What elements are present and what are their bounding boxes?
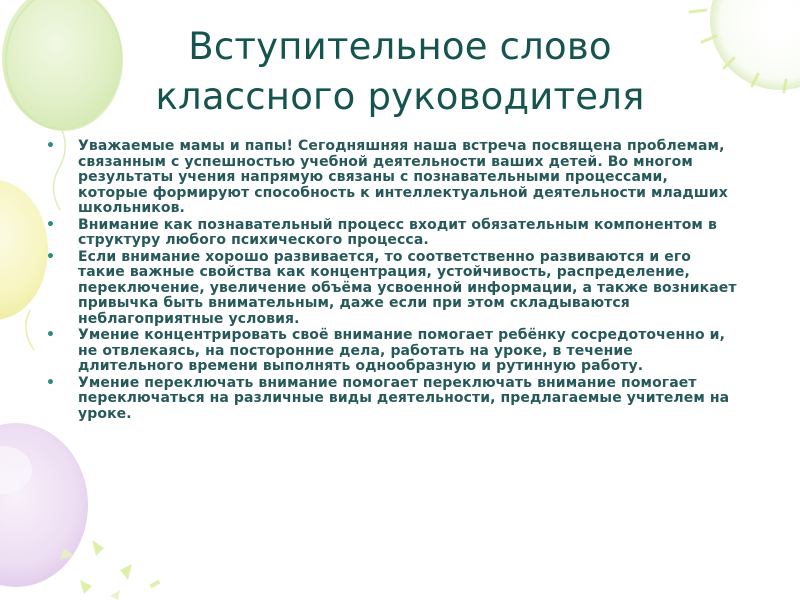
bullet-icon: •	[46, 248, 56, 265]
bullet-text: Внимание как познавательный процесс входит обязательным компонентом в структуру любого психического процесса.	[78, 216, 717, 248]
bullet-icon: •	[46, 216, 56, 233]
bullet-item-5	[40, 376, 740, 423]
slide-bullet-list	[40, 139, 740, 423]
bullet-text: Умение концентрировать своё внимание помогает ребёнку сосредоточенно и, не отвлекаясь, на посторонние дела, работать на уроке, в течение длительного времени выполнять однообразную и рутинную работу.	[78, 327, 726, 374]
balloon-purple-icon	[0, 423, 88, 587]
bullet-icon: •	[46, 138, 56, 154]
bullet-item-2	[40, 218, 740, 249]
slide-title	[80, 22, 720, 122]
bullet-item-3	[40, 250, 740, 328]
bullet-item-1	[40, 139, 740, 217]
bullet-item-4	[40, 328, 740, 375]
slide-title-line-2: классного руководителя	[155, 75, 645, 118]
bullet-text: Умение переключать внимание помогает переключать внимание помогает переключаться на различные виды деятельности, предлагаемые учителем на уроке.	[78, 374, 730, 422]
slide-title-line-1: Вступительное слово	[188, 25, 612, 68]
bullet-icon: •	[46, 327, 56, 343]
bullet-icon: •	[46, 374, 56, 391]
bullet-text: Если внимание хорошо развивается, то соответственно развиваются и его такие важные свойства как концентрация, устойчивость, распределение, переключение, увеличение объёма усвоенной информации, а также возникает привычка быть внимательным, даже если при этом складываются неблагоприятные условия.	[78, 248, 737, 327]
bullet-text: Уважаемые мамы и папы! Сегодняшняя наша встреча посвящена проблемам, связанным с успешностью учебной деятельности ваших детей. Во многом результаты учения напрямую связаны с познавательными процессами, которые формируют способность к интеллектуальной деятельности младших школьников.	[78, 138, 728, 216]
